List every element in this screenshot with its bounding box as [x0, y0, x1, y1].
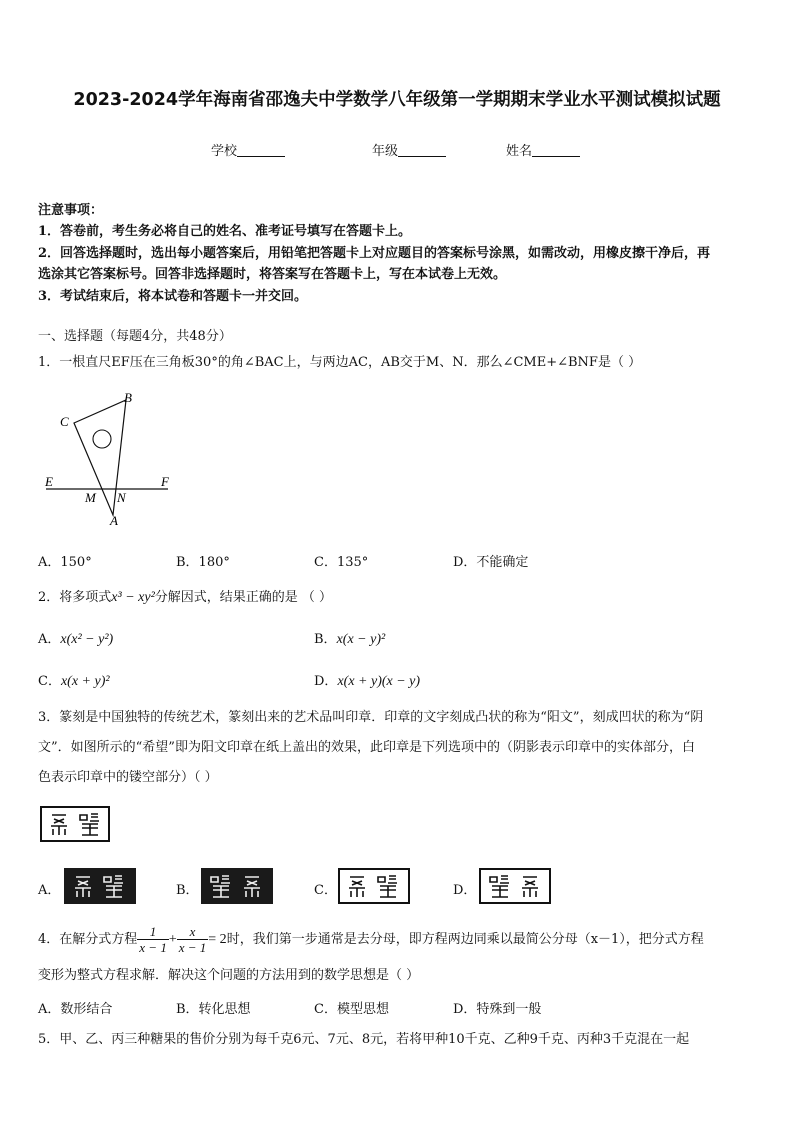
note-item: 选涂其它答案标号。回答非选择题时，将答案写在答题卡上，写在本试卷上无效。: [38, 267, 507, 282]
label-e: E: [45, 474, 53, 489]
school-label: 学校: [211, 144, 238, 159]
grade-label: 年级: [372, 144, 399, 159]
seal-option-c-image: [338, 868, 410, 904]
q2-option-d: [314, 670, 420, 690]
label-m: M: [85, 490, 96, 505]
reference-seal-image: [40, 806, 110, 842]
fraction-denominator: x − 1: [139, 939, 167, 955]
q2-option-a: [38, 628, 113, 648]
seal-option-b-image: [201, 868, 273, 904]
option-letter: D．: [314, 674, 338, 689]
label-c: C: [60, 414, 69, 429]
option-expression: x(x + y)(x − y): [337, 674, 421, 689]
school-field: [211, 140, 285, 159]
q1-option-b: B．180°: [176, 555, 230, 570]
question-1-text: 1．一根直尺EF压在三角板30°的角∠BAC上，与两边AC，AB交于M、N．那么∠CME+∠BNF是（ ）: [38, 355, 642, 370]
q3-option-c: C．: [314, 883, 337, 898]
fraction-numerator: x: [177, 924, 209, 940]
q4-fraction-1: [137, 924, 169, 955]
q4-pre: 4．在解分式方程: [38, 931, 138, 947]
name-blank: [532, 144, 580, 157]
question-5-text: 5．甲、乙、丙三种糖果的售价分别为每千克6元、7元、8元，若将甲种10千克、乙种9千克、丙种3千克混在一起: [38, 1032, 690, 1047]
option-letter: A．: [38, 632, 61, 647]
q4-plus: +: [168, 931, 177, 947]
label-n: N: [117, 490, 126, 505]
q2-post: 分解因式，结果正确的是 （ ）: [154, 590, 333, 605]
q4-fraction-2: [177, 924, 209, 955]
note-item: 2．回答选择题时，选出每小题答案后，用铅笔把答题卡上对应题目的答案标号涂黑，如需改动，用橡皮擦干净后，再: [38, 246, 711, 261]
question-3-line: 色表示印章中的镂空部分）（ ）: [38, 770, 218, 785]
option-letter: C．: [38, 674, 61, 689]
section-heading: 一、选择题（每题4分，共48分）: [38, 329, 232, 344]
label-f: F: [161, 474, 169, 489]
option-expression: x(x² − y²): [60, 632, 114, 647]
q4-option-c: C．模型思想: [314, 1002, 389, 1017]
q3-option-b: B．: [176, 883, 199, 898]
question-2-text: [38, 587, 332, 608]
question-3-line: 3．篆刻是中国独特的传统艺术，篆刻出来的艺术品叫印章．印章的文字刻成凸状的称为“阳文”，刻成凹状的称为“阴: [38, 710, 704, 725]
question-3-line: 文”．如图所示的“希望”即为阳文印章在纸上盖出的效果，此印章是下列选项中的（阴影表示印章中的实体部分，白: [38, 740, 695, 755]
grade-blank: [398, 144, 446, 157]
fraction-numerator: 1: [137, 924, 169, 940]
q3-option-a: A．: [38, 883, 61, 898]
triangle-ruler-figure: [40, 388, 180, 530]
label-b: B: [124, 390, 132, 405]
school-blank: [237, 144, 285, 157]
label-a: A: [110, 513, 118, 528]
option-expression: x(x − y)²: [336, 632, 386, 647]
q2-option-c: [38, 670, 110, 690]
q1-option-a: A．150°: [38, 555, 92, 570]
name-field: [506, 140, 580, 159]
option-letter: B．: [314, 632, 337, 647]
q2-option-b: [314, 628, 385, 648]
q1-option-d: D．不能确定: [453, 555, 529, 570]
q2-pre: 2．将多项式: [38, 590, 112, 605]
page-title: 2023-2024学年海南省邵逸夫中学数学八年级第一学期期末学业水平测试模拟试题: [73, 90, 721, 110]
note-item: 3．考试结束后，将本试卷和答题卡一并交回。: [38, 289, 308, 304]
q4-option-b: B．转化思想: [176, 1002, 251, 1017]
fraction-denominator: x − 1: [178, 939, 207, 955]
question-4-line-2: 变形为整式方程求解．解决这个问题的方法用到的数学思想是（ ）: [38, 968, 420, 983]
seal-option-d-image: [479, 868, 551, 904]
name-label: 姓名: [506, 144, 533, 159]
notes-heading: 注意事项：: [38, 203, 104, 218]
q4-option-a: A．数形结合: [38, 1002, 113, 1017]
q2-expression: x³ − xy²: [111, 590, 155, 605]
q3-option-d: D．: [453, 883, 477, 898]
note-item: 1．答卷前，考生务必将自己的姓名、准考证号填写在答题卡上。: [38, 224, 412, 239]
q4-line1-post: 时，我们第一步通常是去分母，即方程两边同乘以最简公分母（x－1），把分式方程: [226, 931, 704, 947]
seal-option-a-image: [64, 868, 136, 904]
question-4-line-1: [38, 920, 704, 958]
q4-option-d: D．特殊到一般: [453, 1002, 542, 1017]
q4-equals: = 2: [208, 931, 227, 947]
triangle-hole: [93, 430, 111, 448]
option-expression: x(x + y)²: [60, 674, 110, 689]
grade-field: [372, 140, 446, 159]
q1-option-c: C．135°: [314, 555, 369, 570]
